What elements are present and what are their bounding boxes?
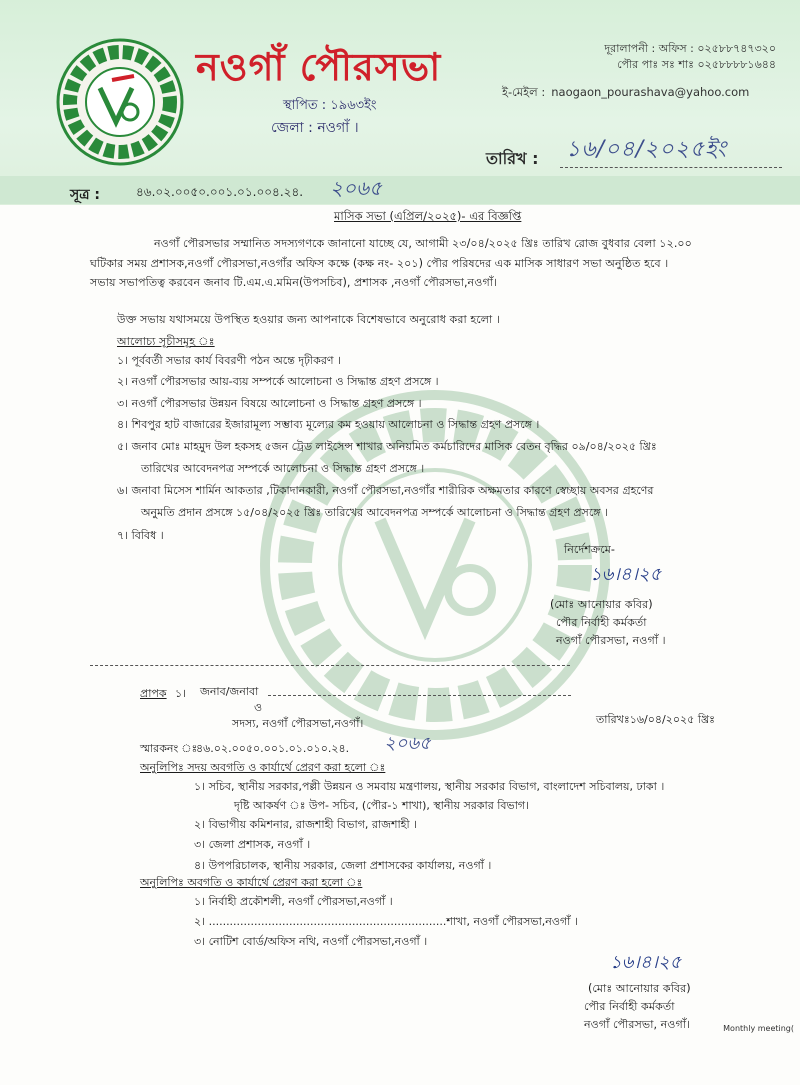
municipality-logo <box>56 38 184 166</box>
signatory-designation: পৌর নির্বাহী কর্মকর্তা <box>584 1000 675 1013</box>
notice-paragraph-2: ঘটিকার সময় প্রশাসক,নওগাঁ পৌরসভা,নওগাঁর অফিস কক্ষে (কক্ষ নং- ২০১) পৌর পরিষদের এক মাসিক সাধারণ সভা অনুষ্ঠিত হবে । <box>90 257 669 270</box>
agenda-item: ৪। শিবপুর হাট বাজারের ইজারামূল্য সম্ভাব্য মূল্যের কম হওয়ায় আলোচনা ও সিদ্ধান্ত গ্রহণ প্রসঙ্গে । <box>117 418 540 431</box>
memo-handwritten: ২০৬৫ <box>384 733 431 754</box>
footer-filename: Monthly meeting( <box>723 1024 794 1033</box>
memo-number: ৪৬.০২.০০৫০.০০১.০১.০১০.২৪. <box>196 742 350 755</box>
agenda-item: ৭। বিবিধ । <box>117 529 164 542</box>
separator-line <box>90 665 570 666</box>
established-year: স্থাপিত : ১৯৬৩ইং <box>283 98 377 113</box>
agenda-item: ১। পূর্ববর্তী সভার কার্য বিবরণী পঠন অন্তে দৃঢ়ীকরণ । <box>117 354 342 367</box>
memo-label: স্মারকনং ঃ <box>140 742 198 755</box>
copy-item: ১। সচিব, স্থানীয় সরকার,পল্লী উন্নয়ন ও সমবায় মন্ত্রণালয়, স্থানীয় সরকার বিভাগ, বাংলাদেশ সচিবালয়, ঢাকা । <box>194 780 665 793</box>
district-name: জেলা : নওগাঁ । <box>271 120 359 136</box>
handwritten-date: ১৬/০৪/২০২৫ইং <box>566 137 728 162</box>
attendance-request: উক্ত সভায় যথাসময়ে উপস্থিত হওয়ার জন্য আপনাকে বিশেষভাবে অনুরোধ করা হলো । <box>117 313 500 326</box>
agenda-item: অনুমতি প্রদান প্রসঙ্গে ১৫/০৪/২০২৫ খ্রিঃ তারিখের আবেদনপত্র সম্পর্কে আলোচনা ও সিদ্ধান্ত গ্রহণ প্রসঙ্গে । <box>141 506 608 519</box>
signatory-office: নওগাঁ পৌরসভা, নওগাঁ । <box>556 634 666 647</box>
recipient-date: তারিখঃ১৬/০৪/২০২৫ খ্রিঃ <box>596 713 716 726</box>
copy-item: দৃষ্টি আকর্ষণ ঃ উপ- সচিব, (পৌর-১ শাখা), স্থানীয় সরকার বিভাগ। <box>234 799 530 812</box>
recipient-and: ও <box>254 701 263 714</box>
reference-band <box>0 176 800 204</box>
copy-heading-2: অনুলিপিঃ অবগতি ও কার্যার্থে প্রেরণ করা হলো ঃ <box>140 876 363 889</box>
reference-handwritten: ২০৬৫ <box>330 176 382 200</box>
reference-number: ৪৬.০২.০০৫০.০০১.০১.০০৪.২৪. <box>136 185 304 199</box>
copy-heading-1: অনুলিপিঃ সদয় অবগতি ও কার্যার্থে প্রেরণ করা হলো ঃ <box>140 761 386 774</box>
copy-item: ২। ....................................................................শাখা, নওগাঁ পৌরসভা,নওগাঁ । <box>194 915 578 928</box>
email-address: naogaon_pourashava@yahoo.com <box>551 85 750 99</box>
recipient-blank-line <box>268 695 571 696</box>
copy-item: ৪। উপপরিচালক, স্থানীয় সরকার, জেলা প্রশাসকের কার্যালয়, নওগাঁ । <box>194 859 492 872</box>
by-order-text: নির্দেশক্রমে- <box>564 543 615 556</box>
phone-secondary: পৌর পাঃ সঃ শাঃ ০২৫৮৮৮৮১৬৪৪ <box>617 58 776 71</box>
signatory-office: নওগাঁ পৌরসভা, নওগাঁ। <box>584 1018 691 1031</box>
recipient-index: ১। <box>175 687 187 700</box>
agenda-item: তারিখের আবেদনপত্র সম্পর্কে আলোচনা ও সিদ্ধান্ত গ্রহণ প্রসঙ্গে । <box>141 462 425 475</box>
recipient-salutation: জনাব/জনাবা <box>200 685 259 698</box>
email-line <box>502 84 749 103</box>
signatory-name: (মোঃ আনোয়ার কবির) <box>588 982 691 995</box>
date-label: তারিখ : <box>486 149 539 168</box>
agenda-item: ৫। জনাব মোঃ মাহমুদ উল হকসহ ৫জন ট্রেড লাইসেন্স শাখার অনিয়মিত কর্মচারিদের মাসিক বেতন বৃদ্ধির ০৯/০৪/২০২৫ খ্রিঃ <box>117 440 657 453</box>
notice-paragraph-1: নওগাঁ পৌরসভার সম্মানিত সদস্যগণকে জানানো যাচ্ছে যে, আগামী ২৩/০৪/২০২৫ খ্রিঃ তারিখ রোজ বুধবার বেলা ১২.০০ <box>154 237 692 250</box>
email-label: ই-মেইল : <box>502 85 546 99</box>
notice-title: মাসিক সভা (এপ্রিল/২০২৫)- এর বিজ্ঞপ্তি <box>334 209 522 223</box>
signatory-designation: পৌর নির্বাহী কর্মকর্তা <box>556 616 647 629</box>
signature-handwritten: ১৬।৪।২৫ <box>590 564 662 585</box>
signature-handwritten: ১৬।৪।২৫ <box>610 952 682 973</box>
copy-item: ৩। জেলা প্রশাসক, নওগাঁ । <box>194 838 311 851</box>
org-title: নওগাঁ পৌরসভা <box>196 45 442 89</box>
recipient-label: প্রাপক <box>140 687 167 700</box>
recipient-member: সদস্য, নওগাঁ পৌরসভা,নওগাঁ। <box>232 717 364 730</box>
agenda-heading: আলোচ্য সূচীসমূহ ঃ <box>117 335 215 348</box>
notice-paragraph-3: সভায় সভাপতিত্ব করবেন জনাব টি.এম.এ.মমিন(উপসচিব), প্রশাসক ,নওগাঁ পৌরসভা,নওগাঁ। <box>90 276 498 289</box>
agenda-item: ৩। নওগাঁ পৌরসভার উন্নয়ন বিষয়ে আলোচনা ও সিদ্ধান্ত গ্রহণ প্রসঙ্গে । <box>117 397 422 410</box>
phone-office: দূরালাপনী : অফিস : ০২৫৮৮৭৪৭৩২০ <box>604 42 776 55</box>
agenda-item: ৬। জনাবা মিসেস শার্মিন আকতার ,টিকাদানকারী, নওগাঁ পৌরসভা,নওগাঁর শারীরিক অক্ষমতার কারণে স্বেচ্ছায় অবসর গ্রহণের <box>117 484 654 497</box>
copy-item: ২। বিভাগীয় কমিশনার, রাজশাহী বিভাগ, রাজশাহী । <box>194 818 418 831</box>
signatory-name: (মোঃ আনোয়ার কবির) <box>550 598 653 611</box>
copy-item: ১। নির্বাহী প্রকৌশলী, নওগাঁ পৌরসভা,নওগাঁ । <box>194 895 393 908</box>
reference-label: সূত্র : <box>70 187 101 203</box>
agenda-item: ২। নওগাঁ পৌরসভার আয়-ব্যয় সম্পর্কে আলোচনা ও সিদ্ধান্ত গ্রহণ প্রসঙ্গে । <box>117 375 439 388</box>
copy-item: ৩। নোটিশ বোর্ড/অফিস নথি, নওগাঁ পৌরসভা,নওগাঁ । <box>194 935 428 948</box>
